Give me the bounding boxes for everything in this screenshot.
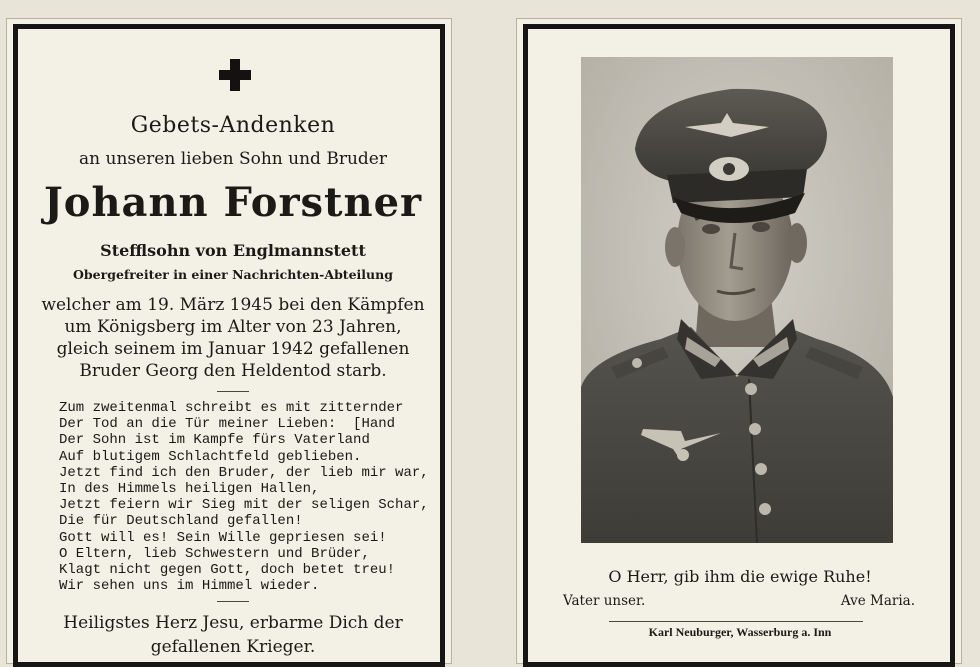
poem-line: Klagt nicht gegen Gott, doch betet treu! <box>59 561 396 578</box>
poem-line: Die für Deutschland gefallen! <box>59 513 303 530</box>
poem-line: Zum zweitenmal schreibt es mit zitternder <box>59 400 404 416</box>
death-text-line: gleich seinem im Januar 1942 gefallenen <box>56 339 410 359</box>
poem-line: Jetzt find ich den Bruder, der lieb mir war, <box>59 464 429 481</box>
dedication-line: an unseren lieben Sohn und Bruder <box>79 149 387 169</box>
ave-maria-label: Ave Maria. <box>840 593 915 609</box>
vater-unser-label: Vater unser. <box>563 593 646 609</box>
soldier-portrait-illustration <box>581 57 893 543</box>
printer-credit: Karl Neuburger, Wasserburg a. Inn <box>648 625 832 639</box>
death-text-line: Bruder Georg den Heldentod starb. <box>79 361 387 381</box>
death-text-line: welcher am 19. März 1945 bei den Kämpfen <box>41 295 425 315</box>
poem-line: In des Himmels heiligen Hallen, <box>59 480 320 497</box>
soldier-portrait-photo <box>581 57 893 543</box>
divider <box>217 391 249 392</box>
memorial-poem <box>59 400 429 595</box>
closing-prayer-line: gefallenen Krieger. <box>150 637 316 657</box>
poem-line: Jetzt feiern wir Sieg mit der seligen Schar, <box>59 497 429 514</box>
death-text-line: um Königsberg im Alter von 23 Jahren, <box>64 317 402 337</box>
origin-line: Stefflsohn von Englmannstett <box>100 241 366 260</box>
card-heading: Gebets-Andenken <box>130 113 336 138</box>
poem-line: Wir sehen uns im Himmel wieder. <box>59 578 320 595</box>
poem-line: Gott will es! Sein Wille gepriesen sei! <box>59 529 387 546</box>
military-rank: Obergefreiter in einer Nachrichten-Abteilung <box>73 267 393 282</box>
memorial-card-photo <box>516 18 962 664</box>
memorial-card-text <box>6 18 452 664</box>
divider <box>609 621 863 622</box>
poem-line: Der Sohn ist im Kampfe fürs Vaterland <box>59 432 370 449</box>
closing-prayer-line: Heiligstes Herz Jesu, erbarme Dich der <box>63 613 403 633</box>
poem-line: O Eltern, lieb Schwestern und Brüder, <box>59 545 370 562</box>
cross-icon <box>219 59 251 91</box>
deceased-name: Johann Forstner <box>43 179 423 226</box>
eternal-rest-prayer: O Herr, gib ihm die ewige Ruhe! <box>608 567 872 586</box>
divider <box>217 601 249 602</box>
poem-line: Der Tod an die Tür meiner Lieben: [Hand <box>59 416 396 433</box>
poem-line: Auf blutigem Schlachtfeld geblieben. <box>59 448 362 465</box>
